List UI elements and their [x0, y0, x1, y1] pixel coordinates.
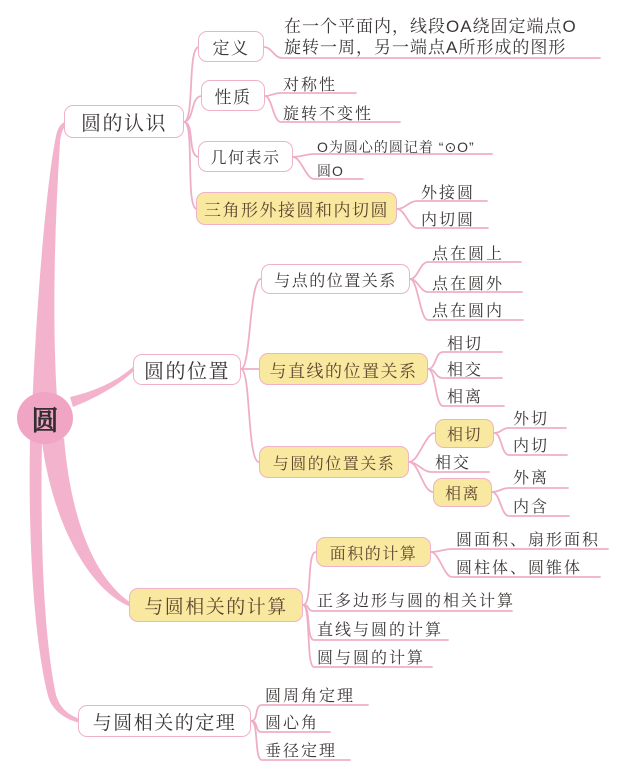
subtopic-definition[interactable]: 定义	[198, 31, 264, 62]
leaf-internal-tangent[interactable]: 内切	[513, 438, 550, 455]
leaf-circumscribed[interactable]: 外接圆	[421, 185, 476, 202]
leaf-inscribed-angle-theorem[interactable]: 圆周角定理	[265, 688, 356, 705]
leaf-line-separate[interactable]: 相离	[447, 389, 484, 406]
topic-recognition[interactable]: 圆的认识	[64, 105, 184, 138]
subtopic-notation[interactable]: 几何表示	[198, 141, 293, 172]
subtopic-separate-circles[interactable]: 相离	[433, 478, 492, 507]
trunk-calculation	[42, 438, 131, 607]
topic-calculation[interactable]: 与圆相关的计算	[129, 588, 303, 622]
leaf-internal-contain[interactable]: 内含	[513, 499, 550, 516]
leaf-line-circle-calc[interactable]: 直线与圆的计算	[317, 622, 444, 639]
leaf-point-outside[interactable]: 点在圆外	[432, 276, 505, 293]
center-topic[interactable]: 圆	[31, 405, 59, 436]
leaf-line-intersect[interactable]: 相交	[447, 362, 484, 379]
subtopic-point-relation[interactable]: 与点的位置关系	[261, 264, 410, 294]
leaf-line-tangent[interactable]: 相切	[447, 336, 484, 353]
leaf-rotation-invariance[interactable]: 旋转不变性	[283, 106, 374, 123]
subtopic-area-calculation[interactable]: 面积的计算	[316, 537, 431, 567]
leaf-symmetry[interactable]: 对称性	[283, 77, 338, 94]
leaf-point-on[interactable]: 点在圆上	[432, 246, 505, 263]
definition-line1: 在一个平面内，线段OA绕固定端点O	[284, 17, 577, 36]
leaf-perpendicular-diameter[interactable]: 垂径定理	[265, 743, 338, 760]
leaf-circle-o[interactable]: 圆O	[317, 163, 344, 179]
leaf-external-separate[interactable]: 外离	[513, 470, 550, 487]
subtopic-triangle-circles[interactable]: 三角形外接圆和内切圆	[196, 192, 397, 225]
definition-line2: 旋转一周，另一端点A所形成的图形	[284, 38, 567, 57]
trunk-position	[70, 367, 135, 407]
leaf-circle-notation[interactable]: O为圆心的圆记着 “⊙O”	[317, 139, 475, 155]
leaf-circles-intersect[interactable]: 相交	[435, 455, 472, 472]
subtopic-property[interactable]: 性质	[201, 80, 265, 111]
leaf-central-angle[interactable]: 圆心角	[265, 715, 320, 732]
leaf-polygon-circle-calc[interactable]: 正多边形与圆的相关计算	[317, 593, 516, 610]
leaf-circle-sector-area[interactable]: 圆面积、扇形面积	[456, 532, 601, 549]
trunk-recognition	[32, 121, 68, 412]
topic-theorem[interactable]: 与圆相关的定理	[78, 705, 251, 737]
subtopic-line-relation[interactable]: 与直线的位置关系	[259, 353, 428, 385]
leaf-circle-circle-calc[interactable]: 圆与圆的计算	[317, 650, 426, 667]
topic-position[interactable]: 圆的位置	[133, 354, 241, 385]
leaf-point-inside[interactable]: 点在圆内	[432, 303, 505, 320]
leaf-cylinder-cone[interactable]: 圆柱体、圆锥体	[456, 560, 583, 577]
subtopic-tangent-circles[interactable]: 相切	[435, 419, 494, 448]
leaf-external-tangent[interactable]: 外切	[513, 411, 550, 428]
leaf-inscribed[interactable]: 内切圆	[421, 212, 476, 229]
subtopic-circle-relation[interactable]: 与圆的位置关系	[259, 446, 409, 478]
leaf-definition-text[interactable]	[284, 16, 577, 58]
